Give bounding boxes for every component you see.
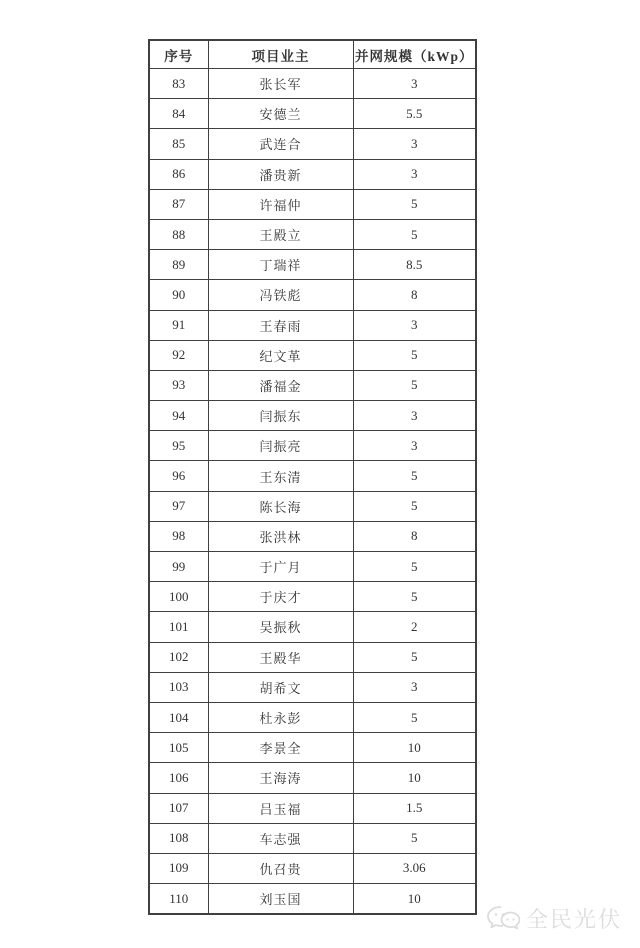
serial-cell: 104 [149, 702, 208, 732]
capacity-cell: 8 [353, 521, 476, 551]
serial-cell: 87 [149, 189, 208, 219]
table-row [149, 793, 476, 823]
capacity-cell: 8.5 [353, 250, 476, 280]
serial-cell: 86 [149, 159, 208, 189]
table-row [149, 672, 476, 702]
table-row [149, 129, 476, 159]
serial-cell: 88 [149, 219, 208, 249]
table-row [149, 280, 476, 310]
table-row [149, 582, 476, 612]
owner-cell: 安德兰 [208, 99, 353, 129]
serial-cell: 96 [149, 461, 208, 491]
capacity-cell: 3 [353, 129, 476, 159]
serial-cell: 98 [149, 521, 208, 551]
owner-cell: 冯铁彪 [208, 280, 353, 310]
owner-cell: 陈长海 [208, 491, 353, 521]
serial-cell: 89 [149, 250, 208, 280]
owner-cell: 杜永彭 [208, 702, 353, 732]
capacity-cell: 3 [353, 159, 476, 189]
grid-connection-table [148, 39, 477, 915]
table-row [149, 612, 476, 642]
owner-cell: 刘玉国 [208, 884, 353, 915]
capacity-cell: 5 [353, 370, 476, 400]
owner-cell: 仇召贵 [208, 853, 353, 883]
capacity-cell: 5.5 [353, 99, 476, 129]
table-row [149, 491, 476, 521]
table-row [149, 401, 476, 431]
capacity-cell: 5 [353, 702, 476, 732]
table-row [149, 763, 476, 793]
serial-cell: 99 [149, 552, 208, 582]
table-row [149, 99, 476, 129]
capacity-cell: 8 [353, 280, 476, 310]
owner-cell: 闫振亮 [208, 431, 353, 461]
table-row [149, 823, 476, 853]
capacity-cell: 5 [353, 491, 476, 521]
owner-cell: 王东清 [208, 461, 353, 491]
capacity-cell: 10 [353, 884, 476, 915]
header-grid-capacity: 并网规模（kWp） [353, 40, 476, 69]
owner-cell: 吴振秋 [208, 612, 353, 642]
capacity-cell: 5 [353, 642, 476, 672]
table-row [149, 702, 476, 732]
serial-cell: 94 [149, 401, 208, 431]
capacity-cell: 3 [353, 310, 476, 340]
serial-cell: 85 [149, 129, 208, 159]
table-row [149, 219, 476, 249]
serial-cell: 92 [149, 340, 208, 370]
owner-cell: 吕玉福 [208, 793, 353, 823]
header-project-owner: 项目业主 [208, 40, 353, 69]
capacity-cell: 1.5 [353, 793, 476, 823]
capacity-cell: 5 [353, 582, 476, 612]
owner-cell: 纪文革 [208, 340, 353, 370]
owner-cell: 许福仲 [208, 189, 353, 219]
serial-cell: 103 [149, 672, 208, 702]
capacity-cell: 5 [353, 340, 476, 370]
serial-cell: 107 [149, 793, 208, 823]
capacity-cell: 5 [353, 219, 476, 249]
serial-cell: 105 [149, 733, 208, 763]
header-serial-number: 序号 [149, 40, 208, 69]
capacity-cell: 5 [353, 461, 476, 491]
capacity-cell: 10 [353, 763, 476, 793]
serial-cell: 97 [149, 491, 208, 521]
table-row [149, 733, 476, 763]
owner-cell: 王殿立 [208, 219, 353, 249]
serial-cell: 101 [149, 612, 208, 642]
owner-cell: 于庆才 [208, 582, 353, 612]
serial-cell: 109 [149, 853, 208, 883]
table-row [149, 431, 476, 461]
owner-cell: 闫振东 [208, 401, 353, 431]
table-row [149, 853, 476, 883]
table-row [149, 642, 476, 672]
capacity-cell: 3 [353, 431, 476, 461]
capacity-cell: 2 [353, 612, 476, 642]
capacity-cell: 3 [353, 69, 476, 99]
table-row [149, 461, 476, 491]
serial-cell: 102 [149, 642, 208, 672]
table-row [149, 310, 476, 340]
table-row [149, 884, 476, 915]
owner-cell: 武连合 [208, 129, 353, 159]
capacity-cell: 10 [353, 733, 476, 763]
serial-cell: 93 [149, 370, 208, 400]
owner-cell: 车志强 [208, 823, 353, 853]
owner-cell: 王春雨 [208, 310, 353, 340]
capacity-cell: 5 [353, 823, 476, 853]
owner-cell: 张洪林 [208, 521, 353, 551]
table-row [149, 340, 476, 370]
owner-cell: 于广月 [208, 552, 353, 582]
capacity-cell: 3 [353, 401, 476, 431]
owner-cell: 王殿华 [208, 642, 353, 672]
serial-cell: 95 [149, 431, 208, 461]
serial-cell: 106 [149, 763, 208, 793]
table-row [149, 159, 476, 189]
serial-cell: 90 [149, 280, 208, 310]
table-row [149, 370, 476, 400]
owner-cell: 丁瑞祥 [208, 250, 353, 280]
watermark-text: 全民光伏 [525, 907, 622, 932]
owner-cell: 潘福金 [208, 370, 353, 400]
table-header-row [149, 40, 476, 69]
serial-cell: 83 [149, 69, 208, 99]
watermark [486, 903, 622, 934]
wechat-icon [486, 905, 520, 933]
owner-cell: 王海涛 [208, 763, 353, 793]
table-row [149, 250, 476, 280]
serial-cell: 84 [149, 99, 208, 129]
capacity-cell: 3.06 [353, 853, 476, 883]
table-row [149, 521, 476, 551]
serial-cell: 108 [149, 823, 208, 853]
serial-cell: 100 [149, 582, 208, 612]
serial-cell: 91 [149, 310, 208, 340]
capacity-cell: 3 [353, 672, 476, 702]
owner-cell: 张长军 [208, 69, 353, 99]
owner-cell: 胡希文 [208, 672, 353, 702]
capacity-cell: 5 [353, 189, 476, 219]
owner-cell: 李景全 [208, 733, 353, 763]
table-row [149, 552, 476, 582]
serial-cell: 110 [149, 884, 208, 915]
table-row [149, 189, 476, 219]
table-row [149, 69, 476, 99]
capacity-cell: 5 [353, 552, 476, 582]
owner-cell: 潘贵新 [208, 159, 353, 189]
